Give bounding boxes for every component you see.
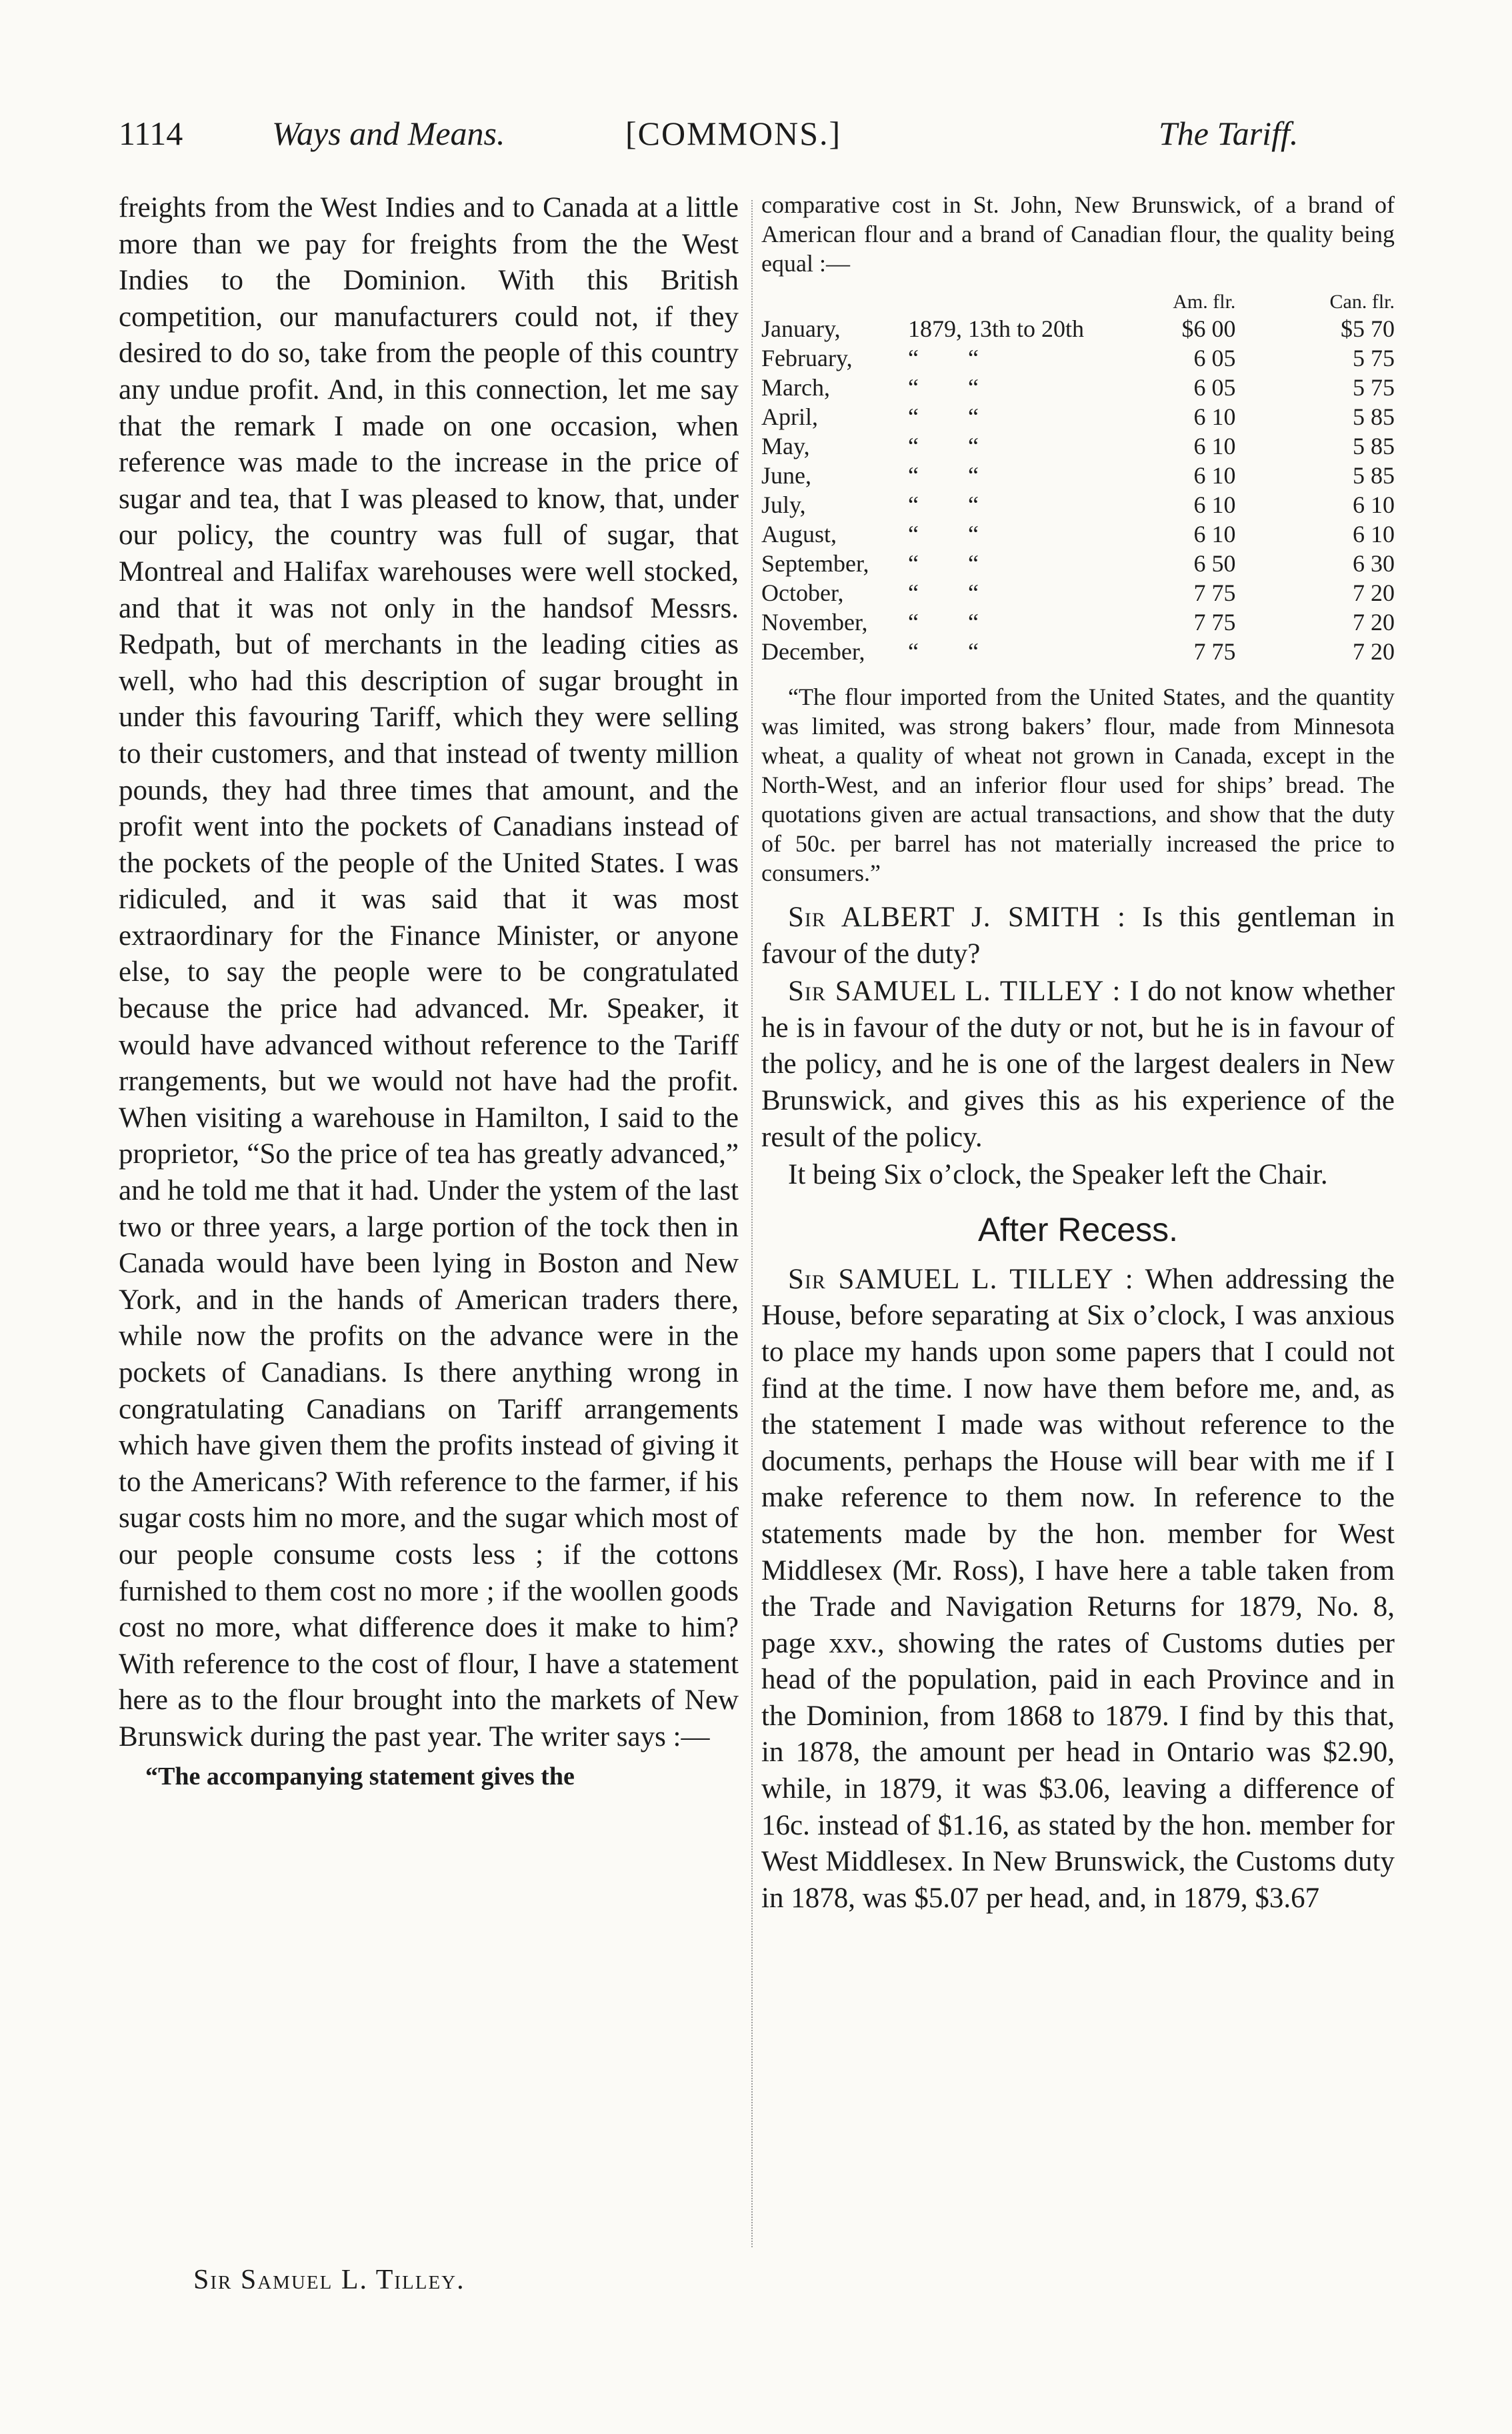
row-am-price: 7 75 <box>1193 638 1236 665</box>
row-period: “ <box>968 403 979 430</box>
row-month: April, <box>761 403 818 430</box>
row-period: “ <box>968 491 979 518</box>
row-period: “ <box>968 609 979 636</box>
row-period: “ <box>968 345 979 371</box>
speech-text: I do not know whether he is in favour of the duty or not, but he is in favour of the policy, and he is one of the largest dealers in New Brunswick, and gives this as his experience of the result of the policy. <box>761 976 1395 1153</box>
table-row <box>761 637 1395 666</box>
row-am-price: 6 10 <box>1193 491 1236 518</box>
section-title: Ways and Means. <box>272 115 505 152</box>
row-period: “ <box>968 462 979 489</box>
row-month: January, <box>761 315 841 342</box>
row-am-price: 6 05 <box>1193 374 1236 401</box>
speech-text: When addressing the House, before separating at Six o’clock, I was anxious to place my hands upon some papers that I could not find at the time. I now have them before me, and, as the statement I made was without reference to the documents, perhaps the House will bear with me if I make reference to them now. In reference to the statements made by the hon. member for West Middlesex (Mr. Ross), I have here a table taken from the Trade and Navigation Returns for 1879, No. 8, page xxv., showing the rates of Customs duties per head of the population, paid in each Province and in the Dominion, from 1868 to 1879. I find by this that, in 1878, the amount per head in Ontario was $2.90, while, in 1879, it was $3.06, leaving a difference of 16c. instead of $1.16, as stated by the hon. member for West Middlesex. In New Brunswick, the Customs duty in 1878, was $5.07 per head, and, in 1879, $3.67 <box>761 1263 1395 1914</box>
row-am-price: 6 10 <box>1193 433 1236 459</box>
table-row <box>761 461 1395 490</box>
row-year: “ <box>908 521 919 547</box>
row-month: August, <box>761 521 837 547</box>
row-year: “ <box>908 462 919 489</box>
row-can-price: 7 20 <box>1353 579 1395 606</box>
row-period: “ <box>968 521 979 547</box>
row-period: “ <box>968 374 979 401</box>
house-label: [COMMONS.] <box>625 115 842 152</box>
smith-remark <box>761 900 1395 972</box>
col-am-header: Am. flr. <box>1173 291 1236 313</box>
table-row <box>761 519 1395 549</box>
row-month: May, <box>761 433 810 459</box>
row-am-price: $6 00 <box>1181 315 1236 342</box>
column-divider <box>751 200 753 2247</box>
row-month: November, <box>761 609 868 636</box>
tilley-statement <box>761 1262 1395 1917</box>
row-can-price: 6 30 <box>1353 550 1395 577</box>
col-can-header: Can. flr. <box>1329 291 1395 313</box>
speaker-name: Sir SAMUEL L. TILLEY : <box>788 1263 1134 1295</box>
speaker-name: Sir SAMUEL L. TILLEY : <box>788 976 1121 1008</box>
row-can-price: 5 75 <box>1353 374 1395 401</box>
table-row <box>761 373 1395 402</box>
row-year: “ <box>908 550 919 577</box>
row-can-price: 5 85 <box>1353 403 1395 430</box>
row-month: July, <box>761 491 806 518</box>
row-year: “ <box>908 609 919 636</box>
row-am-price: 6 10 <box>1193 521 1236 547</box>
topic-title: The Tariff. <box>1159 115 1299 152</box>
row-year: “ <box>908 403 919 430</box>
speaker-name: Sir ALBERT J. SMITH : <box>788 902 1126 933</box>
row-year: “ <box>908 638 919 665</box>
page-number: 1114 <box>119 115 183 152</box>
row-year: “ <box>908 491 919 518</box>
quote-start: “The accompanying statement gives the <box>145 1762 575 1790</box>
row-period: “ <box>968 638 979 665</box>
row-year: “ <box>908 579 919 606</box>
table-row <box>761 607 1395 637</box>
row-period: “ <box>968 579 979 606</box>
after-recess-heading: After Recess. <box>977 1210 1179 1248</box>
row-can-price: 7 20 <box>1353 609 1395 636</box>
tilley-reply <box>761 974 1395 1156</box>
row-month: March, <box>761 374 830 401</box>
row-can-price: 5 85 <box>1353 462 1395 489</box>
row-can-price: 7 20 <box>1353 638 1395 665</box>
table-row <box>761 314 1395 343</box>
row-can-price: 6 10 <box>1353 521 1395 547</box>
footer-signature: Sir Samuel L. Tilley. <box>193 2265 465 2295</box>
row-can-price: 6 10 <box>1353 491 1395 518</box>
table-row <box>761 578 1395 607</box>
row-period: “ <box>968 550 979 577</box>
row-am-price: 6 05 <box>1193 345 1236 371</box>
flour-price-table <box>761 290 1395 666</box>
row-year: “ <box>908 374 919 401</box>
table-row <box>761 490 1395 519</box>
row-can-price: 5 85 <box>1353 433 1395 459</box>
quote-continued: comparative cost in St. John, New Brunswick, of a brand of American flour and a brand of Canadian flour, the quality being equal :— <box>761 191 1395 277</box>
table-row <box>761 343 1395 373</box>
row-am-price: 6 10 <box>1193 403 1236 430</box>
row-can-price: $5 70 <box>1341 315 1395 342</box>
row-can-price: 5 75 <box>1353 345 1395 371</box>
quote-end: “The flour imported from the United States, and the quantity was limited, was strong bakers’ flour, made from Minnesota wheat, a quality of wheat not grown in Canada, except in the North-West, and an inferior flour used for ships’ bread. The quotations given are actual transactions, and show that the duty of 50c. per barrel has not materially increased the price to consumers.” <box>761 684 1395 886</box>
row-am-price: 6 50 <box>1193 550 1236 577</box>
row-am-price: 7 75 <box>1193 579 1236 606</box>
row-am-price: 6 10 <box>1193 462 1236 489</box>
row-period: “ <box>968 433 979 459</box>
row-year: “ <box>908 433 919 459</box>
six-oclock-note: It being Six o’clock, the Speaker left the Chair. <box>788 1159 1328 1191</box>
row-year: 1879, <box>908 315 962 342</box>
row-period: 13th to 20th <box>968 315 1085 342</box>
row-year: “ <box>908 345 919 371</box>
speech-text: Is this gentleman in favour of the duty? <box>761 902 1395 970</box>
row-month: October, <box>761 579 844 606</box>
row-month: December, <box>761 638 865 665</box>
table-header-row <box>761 290 1395 314</box>
right-column <box>761 190 1395 1917</box>
row-month: February, <box>761 345 853 371</box>
left-paragraph: freights from the West Indies and to Canada at a little more than we pay for freights from the the West Indies to the Dominion. With this British competition, our manufacturers could not, if they desired to do so, take from the people of this country any undue profit. And, in this connection, let me say that the remark I made on one occasion, when reference was made to the increase in the price of sugar and tea, that I was pleased to know, that, under our policy, the country was full of sugar, that Montreal and Halifax warehouses were well stocked, and that it was not only in the handsof Messrs. Redpath, but of merchants in the leading cities as well, who had this description of sugar brought in under this favouring Tariff, which they were selling to their customers, and that instead of twenty million pounds, they had three times that amount, and the profit went into the pockets of Canadians instead of the pockets of the people of the United States. I was ridiculed, and it was said that it was most extraordinary for the Finance Minister, or anyone else, to say the people were to be congratulated because the price had advanced. Mr. Speaker, it would have advanced without reference to the Tariff rrangements, but we would not have had the profit. When visiting a warehouse in Hamilton, I said to the proprietor, “So the price of tea has greatly advanced,” and he told me that it had. Under the ystem of the last two or three years, a large portion of the tock then in Canada would have been lying in Boston and New York, and in the hands of American traders there, while now the profits on the advance were in the pockets of Canadians. Is there anything wrong in congratulating Canadians on Tariff arrangements which have given them the profits instead of giving it to the Americans? With reference to the farmer, if his sugar costs him no more, and the sugar which most of our people consume costs less ; if the cottons furnished to them cost no more ; if the woollen goods cost no more, what difference does it make to him? With reference to the cost of flour, I have a statement here as to the flour brought into the markets of New Brunswick during the past year. The writer says :— <box>119 192 739 1752</box>
table-row <box>761 431 1395 461</box>
left-column <box>119 190 739 1793</box>
table-row <box>761 402 1395 431</box>
running-header <box>119 110 1399 163</box>
row-month: June, <box>761 462 811 489</box>
row-am-price: 7 75 <box>1193 609 1236 636</box>
row-month: September, <box>761 550 869 577</box>
table-row <box>761 549 1395 578</box>
